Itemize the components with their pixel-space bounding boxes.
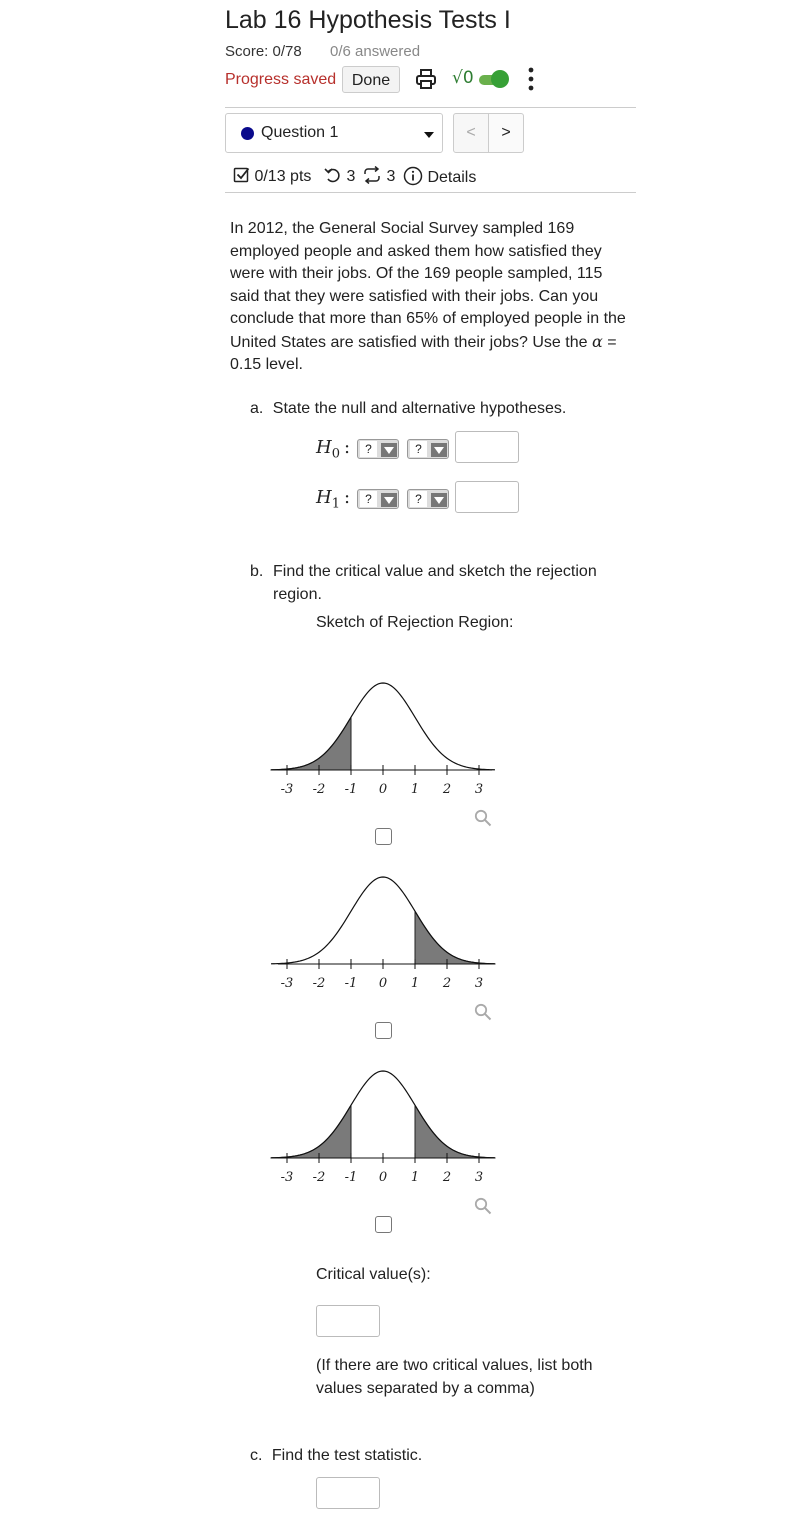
alpha-symbol: α: [591, 331, 603, 351]
prompt-text: In 2012, the General Social Survey sampled 169 employed people and asked them how satisfied they were with their jobs. Of the 169 people sampled, 115 said that they were satisfied with their jobs. Can you conclude that more than 65% of employed people in the United States are satisfied with their jobs? Use the: [230, 220, 626, 351]
part-c-heading: [250, 1447, 422, 1465]
rejection-region-two-tail-graph: [270, 1058, 500, 1198]
critical-values-label: Critical value(s):: [316, 1266, 431, 1283]
right-rejection-region: [415, 911, 495, 964]
rejection-region-left-tail-graph: [270, 670, 500, 810]
question-status-dot: [241, 127, 254, 140]
tick-label: -3: [280, 976, 294, 991]
details-label: Details: [427, 169, 477, 186]
h1-value-input[interactable]: [455, 481, 519, 513]
tick-label: 1: [410, 782, 420, 797]
tick-label: 3: [474, 1170, 484, 1185]
divider: [225, 107, 636, 108]
tick-label: -2: [312, 1170, 326, 1185]
done-button[interactable]: Done: [342, 66, 400, 93]
normal-curve: [271, 683, 495, 770]
more-menu-icon[interactable]: [524, 66, 538, 92]
math-entry-toggle-label: √0: [452, 68, 474, 88]
h1-operator-dropdown[interactable]: ?: [407, 489, 449, 509]
normal-curve: [271, 1071, 495, 1158]
tick-label: 3: [474, 976, 484, 991]
repeat-icon: [362, 166, 382, 184]
divider: [225, 192, 636, 193]
part-b-text: Find the critical value and sketch the rejection region.: [273, 563, 597, 603]
tick-label: -1: [344, 1170, 358, 1185]
left-tail-checkbox[interactable]: [375, 828, 392, 845]
prompt-text-end: = 0.15 level.: [230, 333, 617, 373]
part-a-label: a.: [250, 400, 264, 417]
right-tail-checkbox[interactable]: [375, 1022, 392, 1039]
info-icon: [403, 166, 423, 186]
question-prompt: [230, 218, 630, 377]
tick-label: -1: [344, 976, 358, 991]
tick-label: -2: [312, 782, 326, 797]
retries-count: 3: [346, 168, 356, 185]
details-toggle[interactable]: [403, 166, 476, 187]
h1-parameter-dropdown[interactable]: ?: [357, 489, 399, 509]
test-statistic-input[interactable]: [316, 1477, 380, 1509]
tick-label: 2: [442, 782, 452, 797]
tick-label: 2: [442, 976, 452, 991]
left-rejection-region: [271, 717, 351, 770]
zoom-icon[interactable]: [474, 1197, 492, 1215]
caret-down-icon: [424, 132, 434, 138]
question-select-label: Question 1: [261, 124, 339, 141]
h0-value-input[interactable]: [455, 431, 519, 463]
attempts-info: [362, 166, 395, 186]
page-title: Lab 16 Hypothesis Tests I: [225, 6, 511, 34]
zoom-icon[interactable]: [474, 1003, 492, 1021]
points-info: [233, 166, 311, 186]
tick-label: 1: [410, 976, 420, 991]
critical-value-input[interactable]: [316, 1305, 380, 1337]
next-question-button[interactable]: >: [488, 113, 524, 153]
part-c-label: c.: [250, 1447, 263, 1464]
h0-label: $H_0$ :: [316, 437, 351, 462]
tick-label: 0: [378, 976, 388, 991]
part-b-label: b.: [250, 563, 264, 580]
math-entry-toggle[interactable]: [477, 70, 509, 88]
previous-question-button[interactable]: <: [453, 113, 489, 153]
rejection-region-right-tail-graph: [270, 864, 500, 1004]
zoom-icon[interactable]: [474, 809, 492, 827]
h0-operator-dropdown[interactable]: ?: [407, 439, 449, 459]
tick-label: 3: [474, 782, 484, 797]
normal-curve: [271, 877, 495, 964]
checkbox-check-icon: [233, 166, 250, 183]
sketch-title: Sketch of Rejection Region:: [316, 614, 514, 631]
left-rejection-region: [271, 1105, 351, 1158]
answered-count: 0/6 answered: [330, 43, 421, 60]
question-select[interactable]: [225, 113, 443, 153]
tick-label: -3: [280, 782, 294, 797]
progress-status: Progress saved: [225, 71, 337, 88]
tick-label: -3: [280, 1170, 294, 1185]
tick-label: -1: [344, 782, 358, 797]
part-a-heading: [250, 400, 566, 418]
h1-label: $H_1$ :: [316, 487, 351, 512]
h0-parameter-dropdown[interactable]: ?: [357, 439, 399, 459]
right-rejection-region: [415, 1105, 495, 1158]
print-icon[interactable]: [415, 68, 437, 90]
tick-label: -2: [312, 976, 326, 991]
tick-label: 1: [410, 1170, 420, 1185]
retries-info: [324, 166, 355, 186]
attempts-count: 3: [386, 168, 396, 185]
score-label: Score: 0/78: [225, 43, 302, 60]
part-a-text: State the null and alternative hypotheses.: [272, 400, 567, 417]
critical-values-note: (If there are two critical values, list both values separated by a comma): [316, 1357, 593, 1397]
part-c-text: Find the test statistic.: [271, 1447, 423, 1464]
tick-label: 0: [378, 782, 388, 797]
two-tail-checkbox[interactable]: [375, 1216, 392, 1233]
tick-label: 2: [442, 1170, 452, 1185]
undo-icon: [324, 166, 342, 184]
tick-label: 0: [378, 1170, 388, 1185]
points-label: 0/13 pts: [254, 168, 312, 185]
